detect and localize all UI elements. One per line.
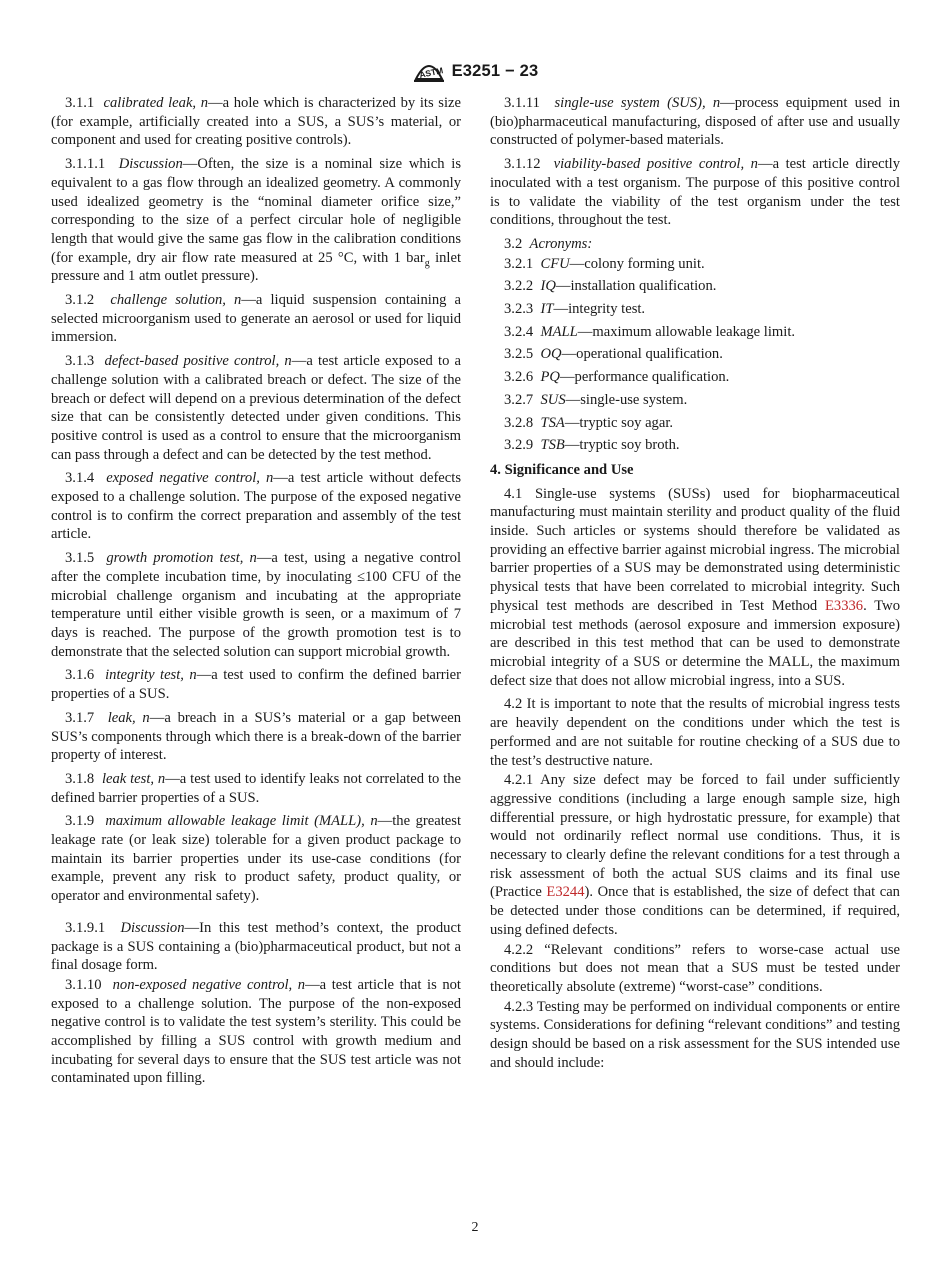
paragraph-3-1-5: 3.1.5 growth promotion test, n—a test, using a negative control after the complete incubation time, by inoculating ≤100 CFU of the microbial challenge organism and incubating at the appropriate temperature until either visible growth is seen, or a maximum of 7 days is reached. The purpose of the growth promotion test is to demonstrate that the selected solution can support microbial growth. xyxy=(51,550,462,660)
page-header xyxy=(0,56,950,86)
paragraph-3-1-1-1: 3.1.1.1 Discussion—Often, the size is a nominal size which is equivalent to a gas flow through an idealized geometry. A commonly used idealized geometry is the “nominal diameter orifice size,” corresponding to the size of a perfect circular hole of negligible length that would give the same gas flow in the calibration conditions (for example, dry air flow rate measured at 25 °C, with 1 bar$_g$ inlet pressure and 1 atm outlet pressure). xyxy=(51,156,462,285)
standard-designation: E3251 − 23 xyxy=(451,61,539,80)
acronym-item: 3.2.5 OQ—operational qualification. xyxy=(504,346,723,363)
paragraph-3-2: 3.2 Acronyms: xyxy=(504,235,593,252)
page-number: 2 xyxy=(471,1220,479,1235)
acronym-item: 3.2.8 TSA—tryptic soy agar. xyxy=(504,414,674,431)
acronym-item: 3.2.1 CFU—colony forming unit. xyxy=(504,255,705,272)
acronym-item: 3.2.3 IT—integrity test. xyxy=(504,301,646,318)
paragraph-3-1-2: 3.1.2 challenge solution, n—a liquid suspension containing a selected microorganism used to generate an aerosol or used for liquid immersion. xyxy=(51,292,462,346)
acronym-item: 3.2.9 TSB—tryptic soy broth. xyxy=(504,437,680,454)
paragraph-4-2-1: 4.2.1 Any size defect may be forced to fail under sufficiently aggressive conditions (including a large enough sample size, high differential pressure, or high hydrostatic pressure, for example) that would not ordinarily reflect normal use conditions. Thus, it is necessary to clearly define the relevant conditions for a test through a risk assessment of both the actual SUS claims and its final use (Practice E3244). Once that is established, the size of defect that can be detected under those conditions can be determined, if required, using defined defects. xyxy=(490,772,900,938)
acronym-item: 3.2.4 MALL—maximum allowable leakage limit. xyxy=(504,323,796,340)
paragraph-3-1-9: 3.1.9 maximum allowable leakage limit (MALL), n—the greatest leakage rate (or leak size) tolerable for a given product package to maintain its barrier properties under its use-case conditions (for example, prevent any risk to product safety, product quality, or operator and environmental safety). xyxy=(51,813,461,905)
paragraph-4-1: 4.1 Single-use systems (SUSs) used for biopharmaceutical manufacturing must maintain sterility and product quality of the fluid inside. Such articles or systems should therefore be validated as providing an effective barrier against microbial ingress. The microbial barrier properties of a SUS may be demonstrated using deterministic physical tests that have been correlated to microbial integrity. Such physical test methods are described in Test Method E3336. Two microbial test methods (aerosol exposure and immersion exposure) are described in this test method that can be used to demonstrate microbial integrity of a SUS or determine the MALL, the maximum defect size that does not allow microbial ingress, into a SUS. xyxy=(490,485,900,689)
acronym-item: 3.2.7 SUS—single-use system. xyxy=(504,391,688,408)
paragraph-3-1-11: 3.1.11 single-use system (SUS), n—process equipment used in (bio)pharmaceutical manufacturing, disposed of after use and usually constructed of polymer-based materials. xyxy=(490,95,901,149)
left-column xyxy=(51,94,461,1093)
paragraph-4-2: 4.2 It is important to note that the results of microbial ingress tests are heavily dependent on the conditions under which the test is performed and are not suitable for routine checking of a SUS due to the test’s destructive nature. xyxy=(490,696,900,769)
paragraph-3-1-10: 3.1.10 non-exposed negative control, n—a test article that is not exposed to a challenge solution. The purpose of the non-exposed negative control is to validate the test system’s sterility. This could be accomplished by filling a SUS control with growth medium and incubating for several days to ensure that the SUS test article was not contaminated upon filling. xyxy=(51,976,461,1087)
astm-logo-icon xyxy=(412,57,446,85)
reference-link-e3244[interactable]: E3244 xyxy=(546,884,585,901)
paragraph-3-1-1: 3.1.1 calibrated leak, n—a hole which is characterized by its size (for example, artificially created into a SUS, a SUS’s material, or component and used for creating positive controls). xyxy=(51,95,461,149)
paragraph-3-1-6: 3.1.6 integrity test, n—a test used to confirm the defined barrier properties of a SUS. xyxy=(51,667,461,703)
paragraph-3-1-9-1: 3.1.9.1 Discussion—In this test method’s context, the product package is a SUS containing a (bio)pharmaceutical product, but not a final dosage form. xyxy=(51,919,461,974)
paragraph-4-2-3: 4.2.3 Testing may be performed on individual components or entire systems. Considerations for defining “relevant conditions” and testing design should be based on a risk assessment for the SUS intended use and should include: xyxy=(490,998,900,1071)
right-column xyxy=(490,94,900,1073)
acronym-item: 3.2.2 IQ—installation qualification. xyxy=(504,278,717,295)
paragraph-3-1-12: 3.1.12 viability-based positive control, n—a test article directly inoculated with a test organism. The purpose of this positive control is to validate the viability of the test organism under the test conditions, throughout the test. xyxy=(490,156,901,229)
astm-logo-text: ASTM xyxy=(417,65,444,80)
paragraph-3-1-4: 3.1.4 exposed negative control, n—a test article without defects exposed to a challenge solution. The purpose of the exposed negative control is to confirm the correct preparation and assembly of the test article. xyxy=(51,470,461,543)
paragraph-3-1-8: 3.1.8 leak test, n—a test used to identify leaks not correlated to the defined barrier properties of a SUS. xyxy=(51,770,461,806)
section-4-heading: 4. Significance and Use xyxy=(490,461,634,478)
acronym-item: 3.2.6 PQ—performance qualification. xyxy=(504,369,730,386)
reference-link-e3336[interactable]: E3336 xyxy=(824,597,864,614)
paragraph-3-1-7: 3.1.7 leak, n—a breach in a SUS’s material or a gap between SUS’s components through which there is a break-down of the barrier property of interest. xyxy=(51,709,462,764)
paragraph-4-2-2: 4.2.2 “Relevant conditions” refers to worse-case actual use conditions but does not mean that a SUS must be tested under theoretically absolute (extreme) “worst-case” conditions. xyxy=(490,941,900,995)
acronym-list xyxy=(490,255,900,455)
paragraph-3-1-3: 3.1.3 defect-based positive control, n—a test article exposed to a challenge solution with a calibrated breach or defect. The size of the breach or defect will depend on a previous determination of the defect size that can be consistently detected under given conditions. This positive control is used as a control to ensure that the microorganism can pass through a defect and can be detected by the test method. xyxy=(51,353,462,463)
